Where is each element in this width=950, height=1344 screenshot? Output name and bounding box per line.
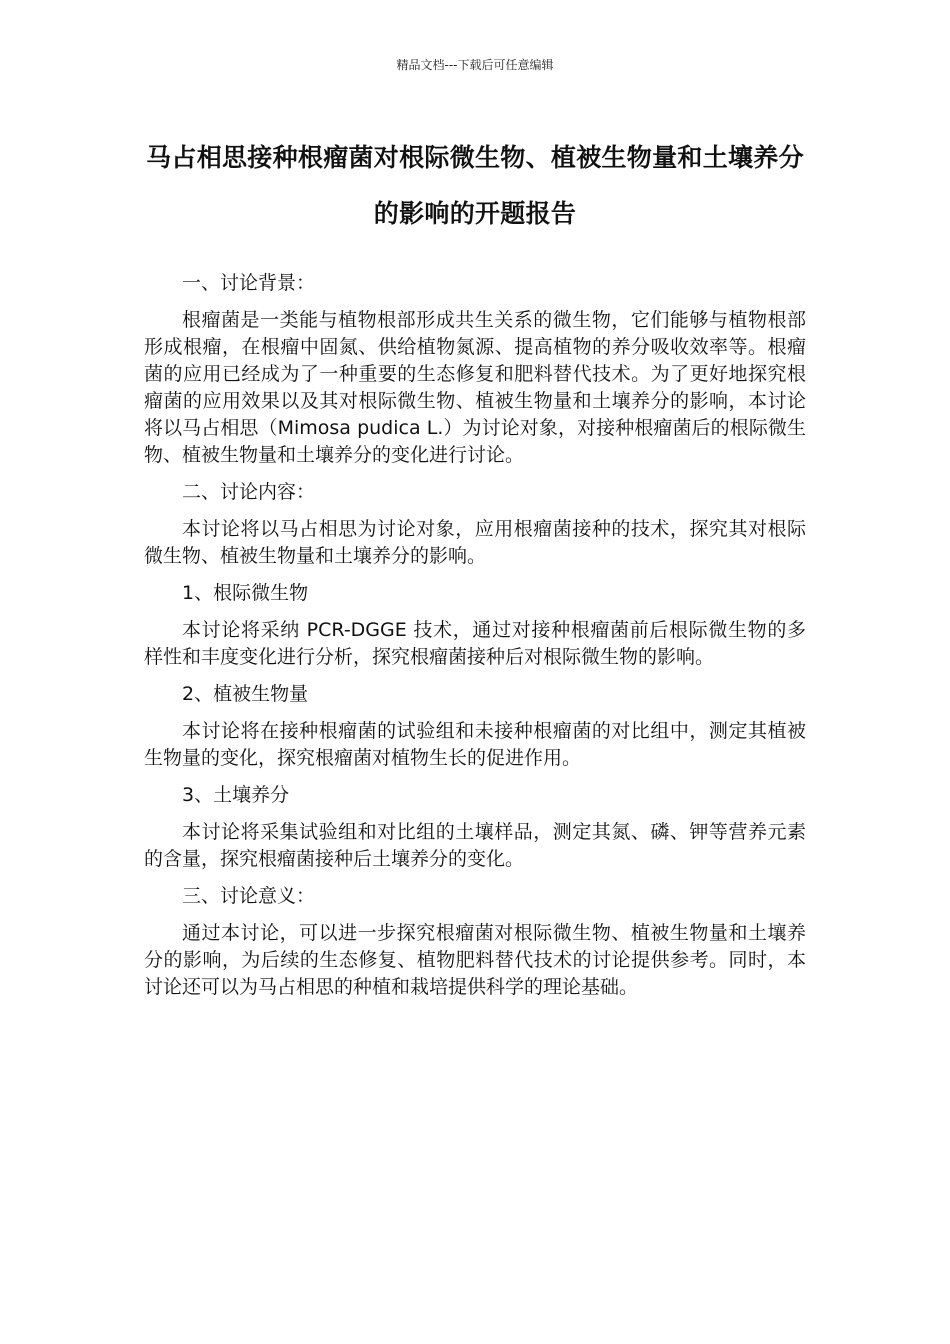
paragraph-content: 本讨论将以马占相思为讨论对象，应用根瘤菌接种的技术，探究其对根际微生物、植被生物量和土壤养分的影响。 <box>144 518 806 567</box>
section-heading-content: 二、讨论内容： <box>182 481 316 503</box>
paragraph-background: 根瘤菌是一类能与植物根部形成共生关系的微生物，它们能够与植物根部形成根瘤，在根瘤中固氮、供给植物氮源、提高植物的养分吸收效率等。根瘤菌的应用已经成为了一种重要的生态修复和肥料替代技术。为了更好地探究根瘤菌的应用效果以及其对根际微生物、植被生物量和土壤养分的影响，本讨论将以马占相思（Mimosa pudica L.）为讨论对象，对接种根瘤菌后的根际微生物、植被生物量和土壤养分的变化进行讨论。 <box>144 309 806 466</box>
paragraph-rhizosphere-microbes: 本讨论将采纳 PCR-DGGE 技术，通过对接种根瘤菌前后根际微生物的多样性和丰度变化进行分析，探究根瘤菌接种后对根际微生物的影响。 <box>144 619 806 668</box>
section-heading-background: 一、讨论背景： <box>182 272 316 294</box>
paragraph-significance: 通过本讨论，可以进一步探究根瘤菌对根际微生物、植被生物量和土壤养分的影响，为后续的生态修复、植物肥料替代技术的讨论提供参考。同时，本讨论还可以为马占相思的种植和栽培提供科学的理论基础。 <box>144 922 806 998</box>
paragraph-soil-nutrients: 本讨论将采集试验组和对比组的土壤样品，测定其氮、磷、钾等营养元素的含量，探究根瘤菌接种后土壤养分的变化。 <box>144 821 806 870</box>
section-heading-significance: 三、讨论意义： <box>182 885 316 907</box>
subheading-vegetation-biomass: 2、植被生物量 <box>182 683 309 705</box>
subheading-rhizosphere-microbes: 1、根际微生物 <box>182 582 309 604</box>
header-note: 精品文档---下载后可任意编辑 <box>396 58 554 72</box>
subheading-soil-nutrients: 3、土壤养分 <box>182 784 290 806</box>
document-body <box>144 270 806 1001</box>
document-title: 马占相思接种根瘤菌对根际微生物、植被生物量和土壤养分的影响的开题报告 <box>146 143 804 228</box>
paragraph-vegetation-biomass: 本讨论将在接种根瘤菌的试验组和未接种根瘤菌的对比组中，测定其植被生物量的变化，探究根瘤菌对植物生长的促进作用。 <box>144 720 806 769</box>
